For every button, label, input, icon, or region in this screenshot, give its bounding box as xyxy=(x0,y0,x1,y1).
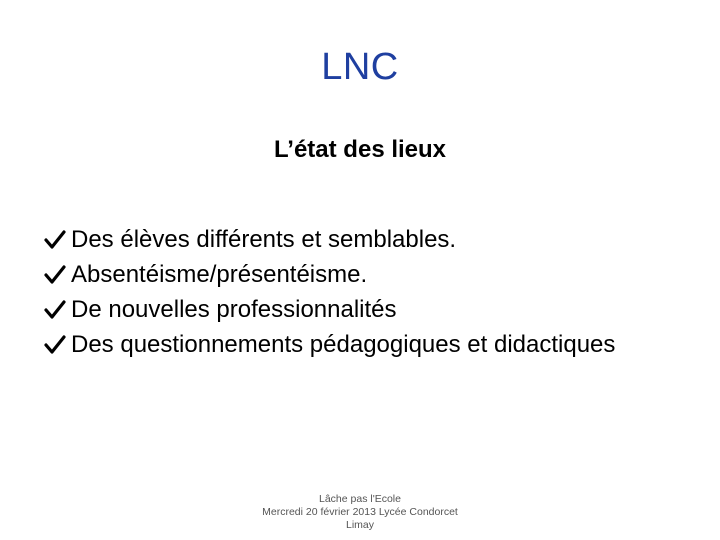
bullet-text: Absentéisme/présentéisme. xyxy=(71,261,368,288)
bullet-item xyxy=(44,222,684,257)
checkmark-icon xyxy=(44,257,68,292)
slide-footer xyxy=(0,493,720,532)
footer-line-2: Mercredi 20 février 2013 Lycée Condorcet xyxy=(262,506,458,518)
bullet-item xyxy=(44,327,684,362)
checkmark-icon xyxy=(44,222,68,257)
slide-title: LNC xyxy=(321,46,399,88)
bullet-list xyxy=(44,222,684,362)
bullet-text: De nouvelles professionnalités xyxy=(71,296,397,323)
slide-subtitle: L’état des lieux xyxy=(273,136,447,163)
bullet-text: Des questionnements pédagogiques et didactiques xyxy=(71,331,616,358)
checkmark-icon xyxy=(44,292,68,327)
footer-line-3: Limay xyxy=(345,519,374,531)
bullet-item xyxy=(44,292,684,327)
footer-line-1: Lâche pas l'Ecole xyxy=(319,493,401,505)
bullet-item xyxy=(44,257,684,292)
checkmark-icon xyxy=(44,327,68,362)
bullet-text: Des élèves différents et semblables. xyxy=(71,226,457,253)
